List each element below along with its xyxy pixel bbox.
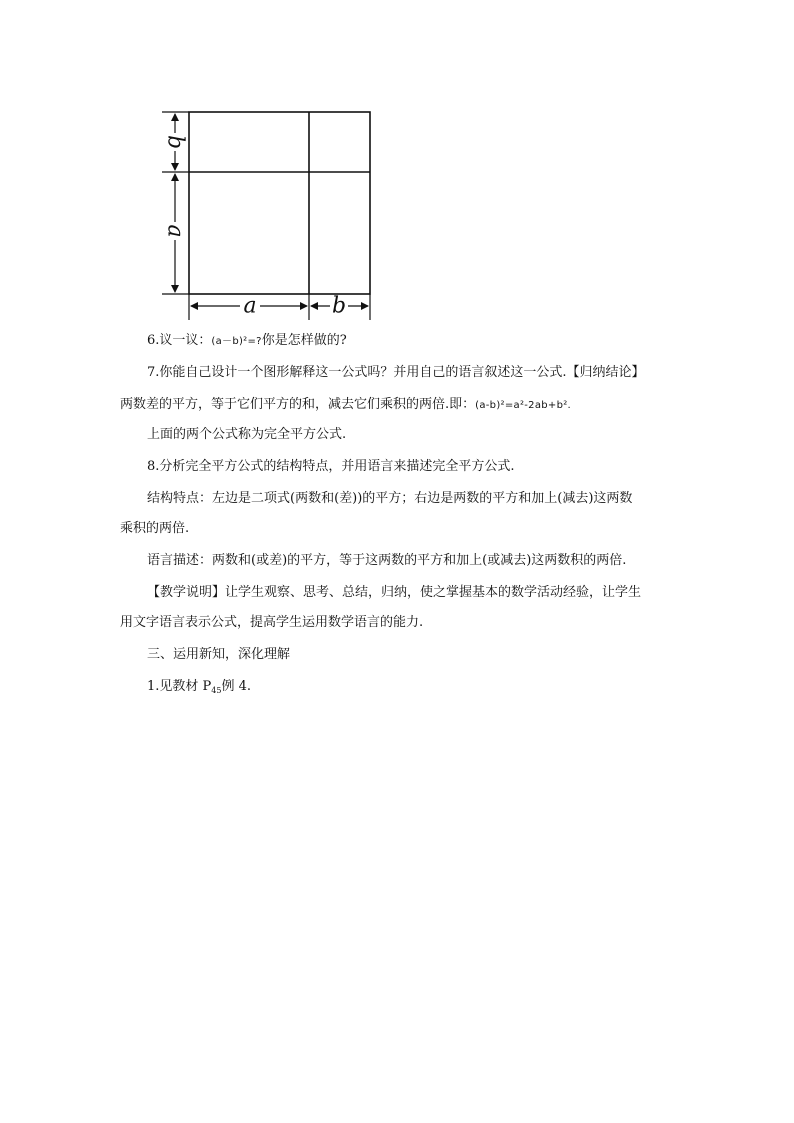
q6-question: 你是怎样做的?	[261, 333, 347, 348]
conclusion-formula: (a-b)²=a²-2ab+b².	[475, 400, 572, 411]
example-ref-suffix: 例 4.	[221, 679, 252, 694]
section-heading-text: 三、运用新知，深化理解	[147, 647, 291, 662]
square-diagram-svg	[150, 100, 390, 330]
teaching-note-text-1: 【教学说明】让学生观察、思考、总结，归纳，使之掌握基本的数学活动经验，让学生	[147, 585, 642, 600]
b-horizontal-label: b	[331, 293, 347, 319]
question-8	[147, 457, 707, 477]
a-horizontal-label: a	[243, 293, 257, 319]
formula-name-text: 上面的两个公式称为完全平方公式.	[147, 427, 347, 442]
q8-text: 8.分析完全平方公式的结构特点，并用语言来描述完全平方公式.	[147, 459, 515, 474]
structure-text-2: 乘积的两倍.	[120, 521, 190, 536]
question-7	[147, 363, 707, 383]
conclusion-line	[120, 395, 680, 416]
structure-line-2	[120, 519, 680, 539]
structure-line-1	[147, 489, 707, 509]
formula-name-line	[147, 425, 707, 445]
section-heading	[147, 645, 707, 665]
language-description-text: 语言描述：两数和(或差)的平方，等于这两数的平方和加上(或减去)这两数积的两倍.	[147, 553, 627, 568]
example-ref-prefix: 1.见教材 P	[147, 679, 212, 694]
q7-text: 7.你能自己设计一个图形解释这一公式吗？并用自己的语言叙述这一公式.【归纳结论】	[147, 365, 645, 380]
square-diagram	[150, 100, 390, 330]
a-vertical-label: a	[162, 224, 188, 238]
outer-square	[189, 112, 370, 294]
q6-formula: (a－b)²=?	[211, 336, 262, 347]
structure-text-1: 结构特点：左边是二项式(两数和(差))的平方；右边是两数的平方和加上(减去)这两数	[147, 491, 633, 506]
b-vertical-label: b	[162, 134, 188, 150]
conclusion-text: 两数差的平方，等于它们平方的和，减去它们乘积的两倍.即：	[120, 397, 476, 412]
teaching-note-line-1	[147, 583, 707, 603]
teaching-note-text-2: 用文字语言表示公式，提高学生运用数学语言的能力.	[120, 615, 424, 630]
page-number-subscript: 45	[211, 686, 222, 695]
teaching-note-line-2	[120, 613, 680, 633]
example-reference	[147, 677, 707, 697]
language-description	[147, 551, 707, 571]
q6-label: 6.议一议：	[147, 333, 212, 348]
question-6	[147, 331, 707, 352]
